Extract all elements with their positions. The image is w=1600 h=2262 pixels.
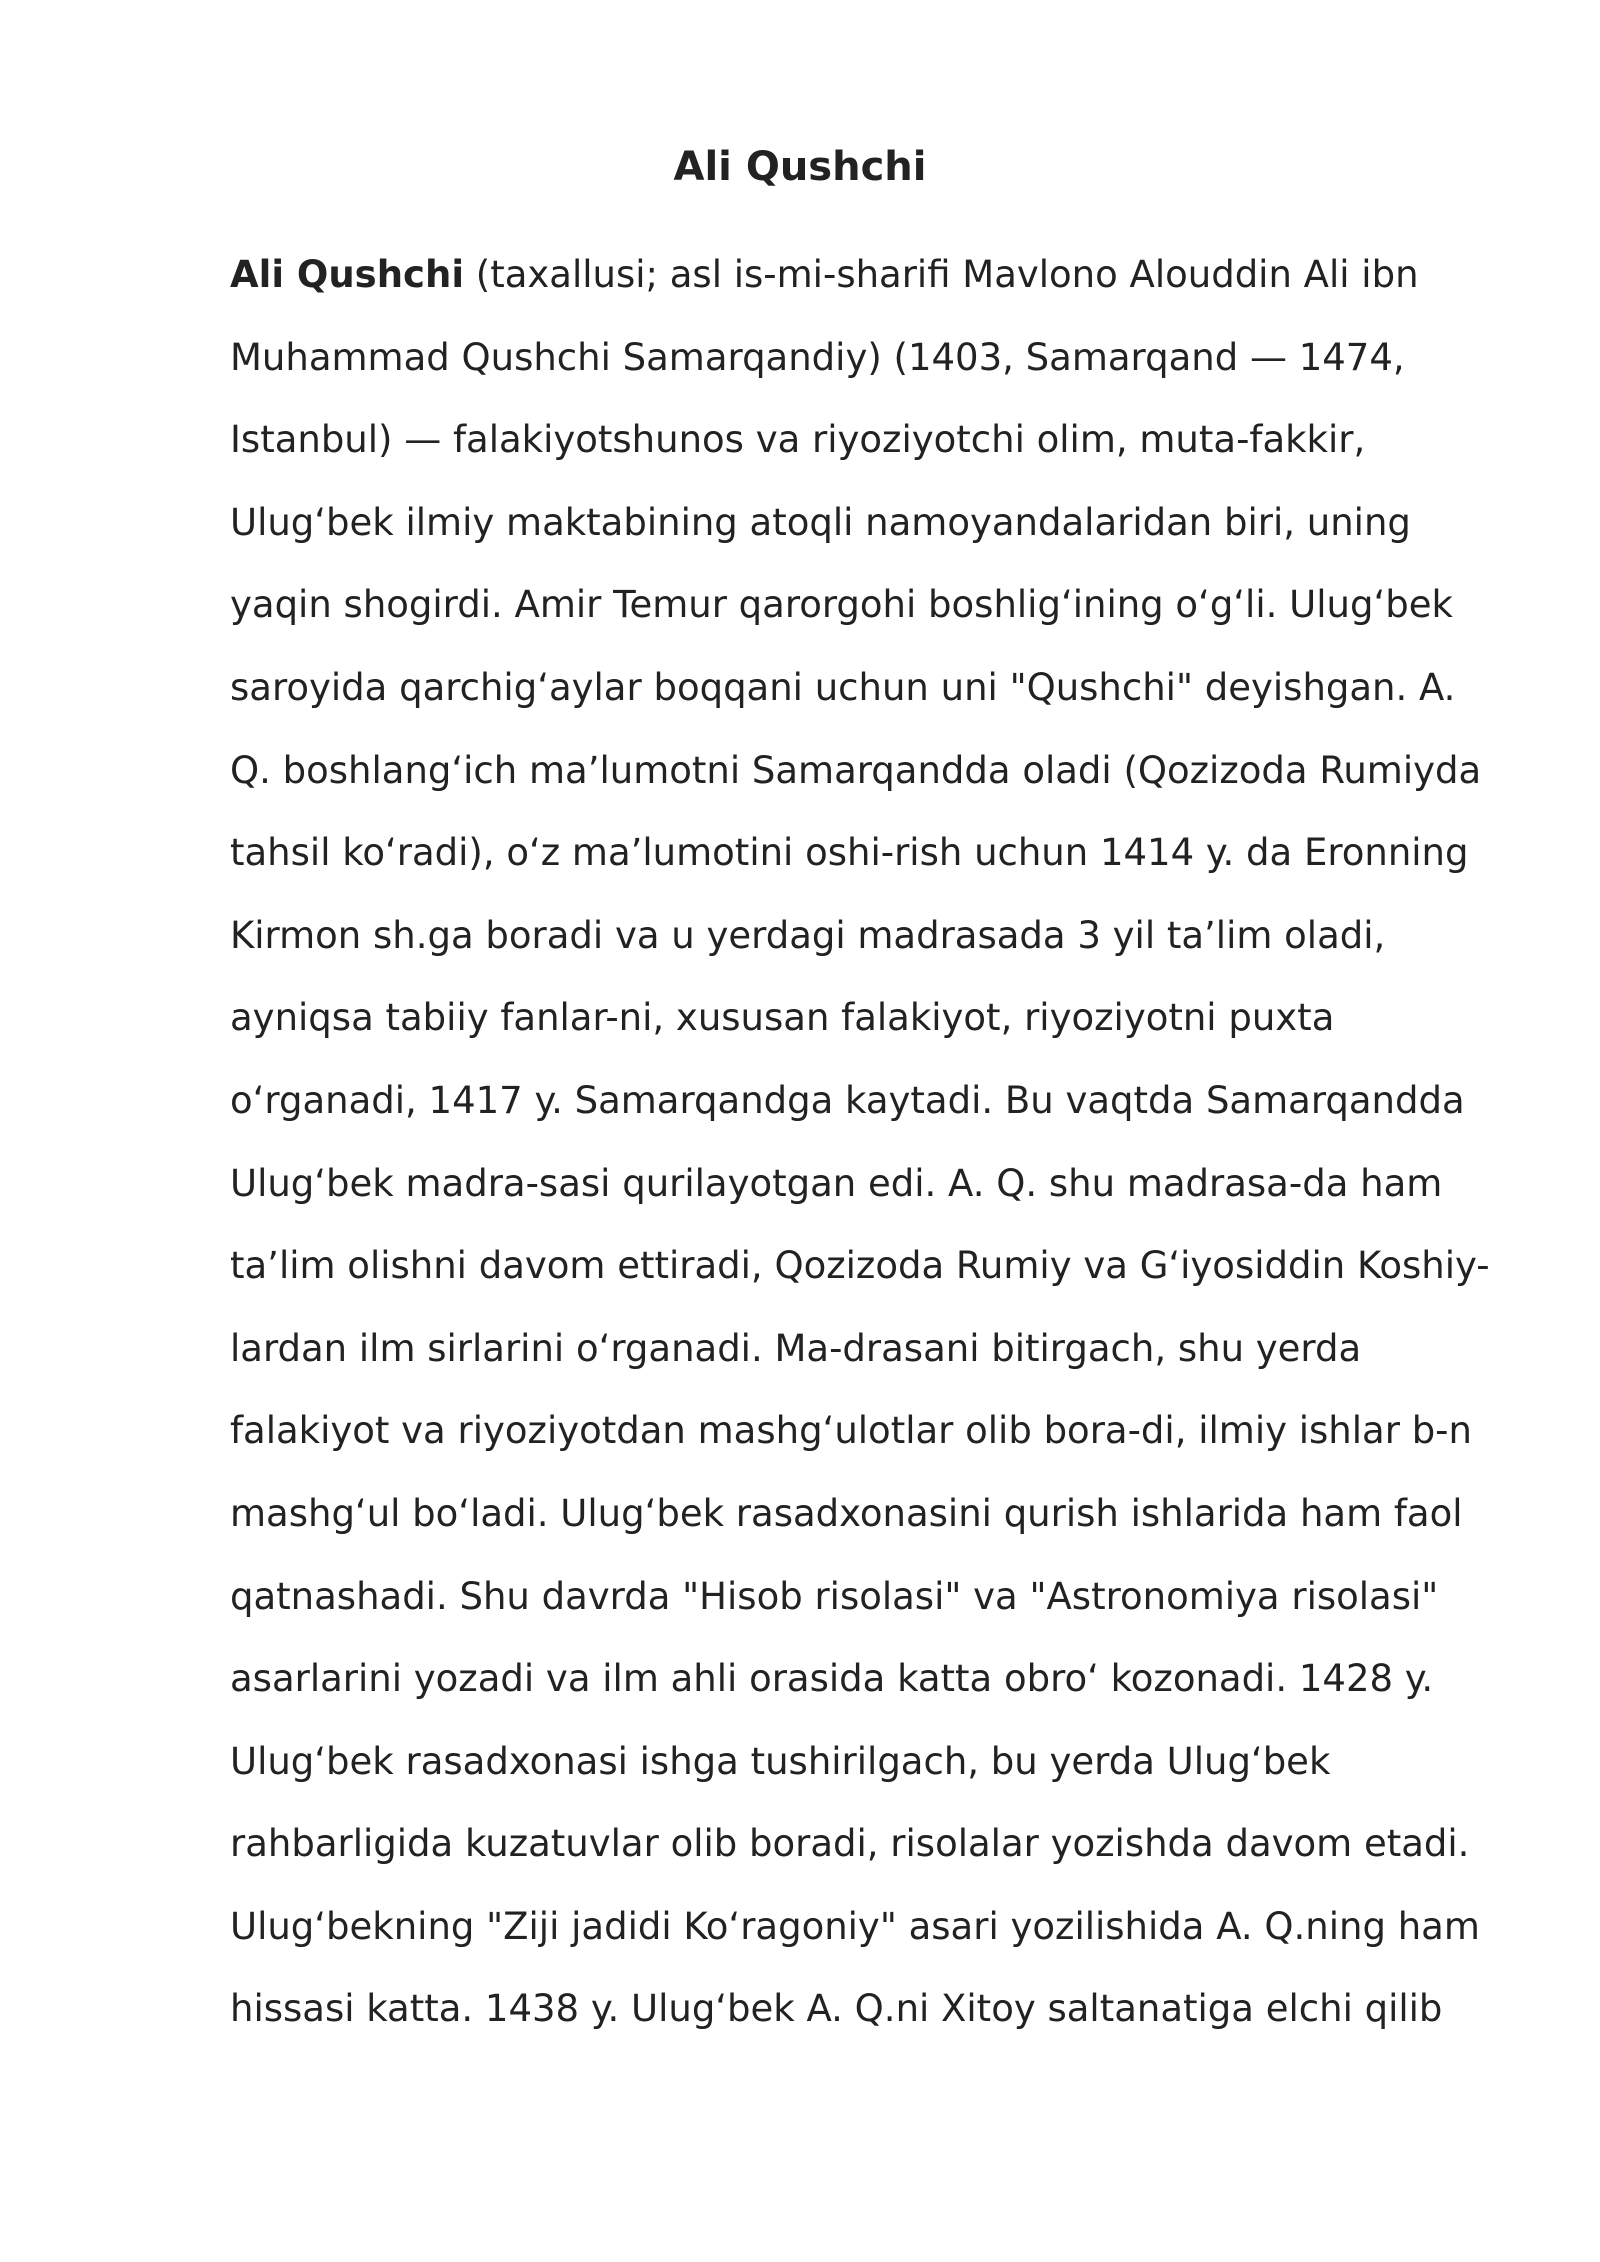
body-line: Ulugʻbek madra-sasi qurilayotgan edi. A. Q. shu madrasa-da ham [230, 1161, 1443, 1205]
body-line: Kirmon sh.ga boradi va u yerdagi madrasada 3 yil taʼlim oladi, [230, 913, 1386, 957]
body-line: mashgʻul boʻladi. Ulugʻbek rasadxonasini qurish ishlarida ham faol [230, 1491, 1463, 1535]
body-line: hissasi katta. 1438 y. Ulugʻbek A. Q.ni Xitoy saltanatiga elchi qilib [230, 1987, 1443, 2031]
body-line: tahsil koʻradi), oʻz maʼlumotini oshi-rish uchun 1414 y. da Eronning [230, 831, 1469, 875]
body-line: falakiyot va riyoziyotdan mashgʻulotlar olib bora-di, ilmiy ishlar b-n [230, 1409, 1472, 1453]
body-line: Muhammad Qushchi Samarqandiy) (1403, Samarqand — 1474, [230, 335, 1405, 379]
body-line: taʼlim olishni davom ettiradi, Qozizoda Rumiy va Gʻiyosiddin Koshiy- [230, 1244, 1490, 1288]
body-line: Ulugʻbekning "Ziji jadidi Koʻragoniy" asari yozilishida A. Q.ning ham [230, 1904, 1480, 1948]
body-line: Q. boshlangʻich maʼlumotni Samarqandda oladi (Qozizoda Rumiyda [230, 748, 1482, 792]
document-title: Ali Qushchi [673, 144, 927, 190]
body-line: lardan ilm sirlarini oʻrganadi. Ma-drasani bitirgach, shu yerda [230, 1326, 1362, 1370]
body-line [230, 234, 1550, 317]
body-line: yaqin shogirdi. Amir Temur qarorgohi boshligʻining oʻgʻli. Ulugʻbek [230, 583, 1453, 627]
body-line: ayniqsa tabiiy fanlar-ni, xususan falakiyot, riyoziyotni puxta [230, 996, 1335, 1040]
body-line: qatnashadi. Shu davrda "Hisob risolasi" va "Astronomiya risolasi" [230, 1574, 1439, 1618]
body-line: oʻrganadi, 1417 y. Samarqandga kaytadi. Bu vaqtda Samarqandda [230, 1078, 1465, 1122]
body-line: asarlarini yozadi va ilm ahli orasida katta obroʻ kozonadi. 1428 y. [230, 1657, 1434, 1701]
body-line: saroyida qarchigʻaylar boqqani uchun uni "Qushchi" deyishgan. A. [230, 665, 1456, 709]
first-line-text: (taxallusi; asl is-mi-sharifi Mavlono Alouddin Ali ibn [464, 253, 1419, 296]
body-line: Istanbul) — falakiyotshunos va riyoziyotchi olim, muta-fakkir, [230, 418, 1366, 462]
body-line: rahbarligida kuzatuvlar olib boradi, risolalar yozishda davom etadi. [230, 1822, 1470, 1866]
document-body [230, 234, 1550, 2051]
body-line: Ulugʻbek rasadxonasi ishga tushirilgach, bu yerda Ulugʻbek [230, 1739, 1331, 1783]
lead-name: Ali Qushchi [230, 253, 464, 296]
body-line: Ulugʻbek ilmiy maktabining atoqli namoyandalaridan biri, uning [230, 500, 1411, 544]
